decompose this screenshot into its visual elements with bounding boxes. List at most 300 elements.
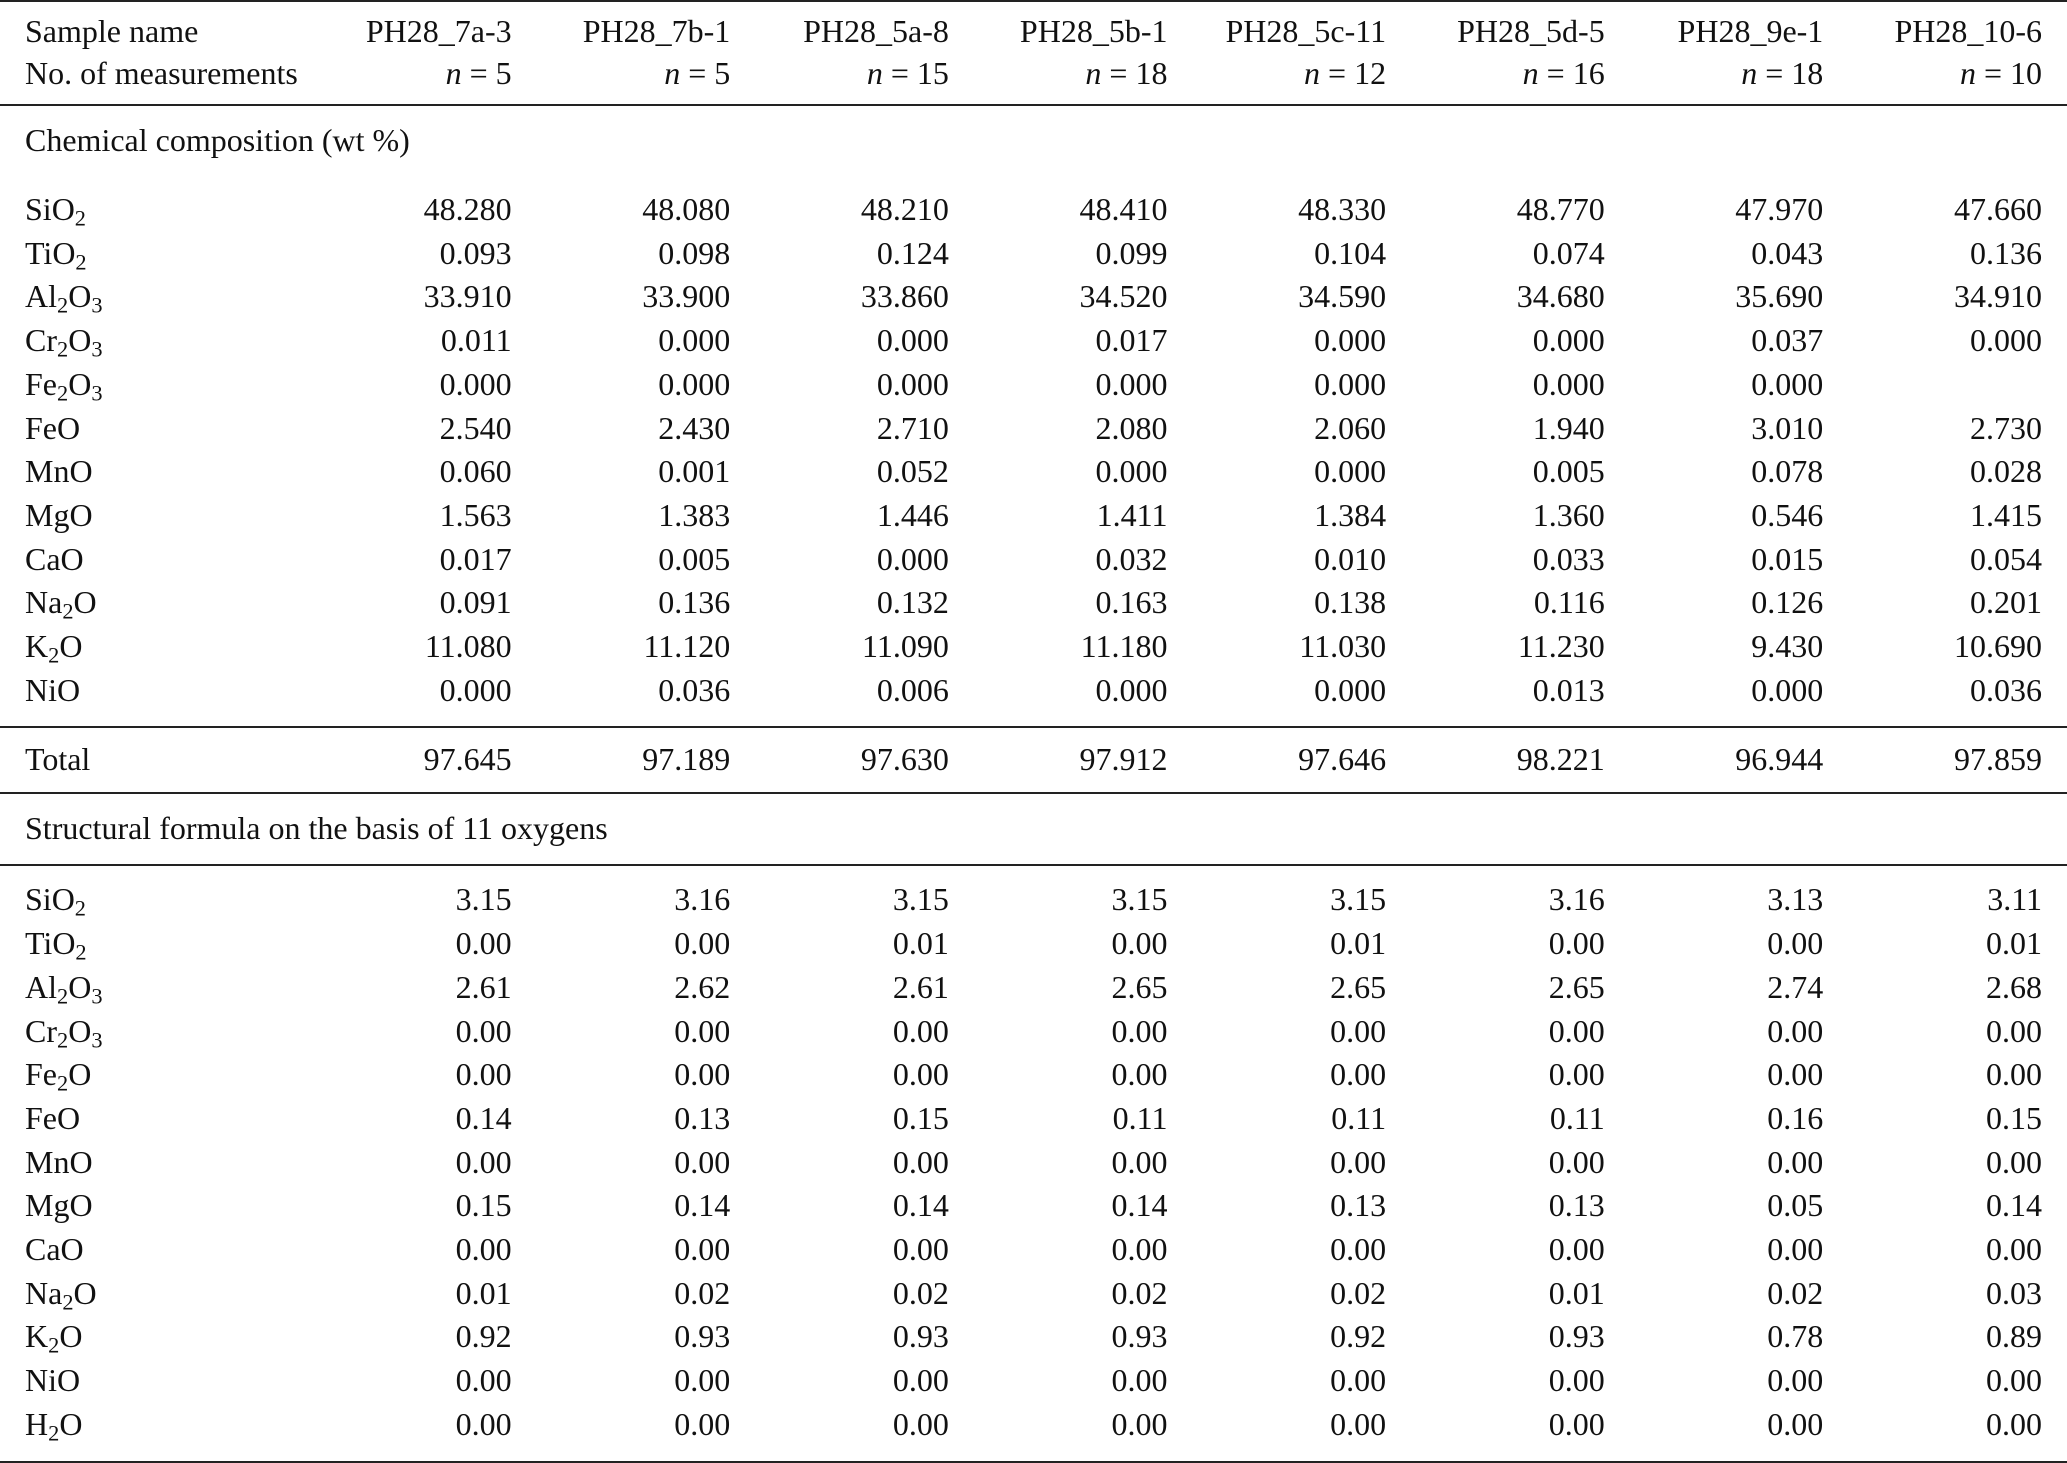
value-cell: 0.00	[674, 1362, 731, 1399]
oxide-label	[0, 1053, 318, 1097]
oxide-subscript: 2	[75, 249, 87, 275]
chemical-oxide-row	[0, 232, 2067, 276]
sample-name-cell: PH28_10-6	[1848, 1, 2067, 52]
value-cell: 0.116	[1533, 584, 1605, 621]
value-cell: 2.61	[455, 968, 512, 1005]
value-cell: 0.00	[1848, 1403, 2067, 1462]
value-cell: 3.15	[318, 865, 537, 922]
value-cell: 0.00	[455, 1143, 512, 1180]
value-cell: 0.546	[1751, 496, 1824, 533]
value-cell: 11.090	[862, 628, 949, 665]
sample-name-cell: PH28_9e-1	[1630, 1, 1849, 52]
sample-name-cell: PH28_7a-3	[318, 1, 537, 52]
measurement-count-value: = 15	[882, 55, 949, 91]
value-cell: 2.65	[1548, 968, 1605, 1005]
chemical-oxide-row	[0, 581, 2067, 625]
value-cell: 1.384	[1314, 496, 1387, 533]
value-cell: 0.091	[439, 584, 512, 621]
value-cell: 48.330	[1298, 191, 1387, 227]
value-cell: 35.690	[1735, 278, 1824, 315]
value-cell: 0.00	[455, 1362, 512, 1399]
oxide-label	[0, 538, 318, 582]
value-cell: 0.00	[1986, 1362, 2042, 1399]
oxide-label-tail: O	[68, 365, 92, 402]
value-cell: 0.000	[1314, 322, 1387, 359]
structural-oxide-row	[0, 1053, 2067, 1097]
value-cell: 0.000	[876, 322, 949, 359]
value-cell: 3.15	[974, 865, 1193, 922]
oxide-label	[0, 1359, 318, 1403]
value-cell: 1.563	[439, 496, 512, 533]
value-cell: 0.92	[1330, 1318, 1387, 1355]
total-value-cell: 97.630	[755, 727, 974, 793]
value-cell: 0.00	[1192, 1403, 1411, 1462]
value-cell: 0.00	[1330, 1231, 1387, 1268]
oxide-label	[0, 1315, 318, 1359]
oxide-label-text: K	[25, 1318, 49, 1355]
value-cell: 0.78	[1767, 1318, 1824, 1355]
value-cell: 0.00	[1330, 1012, 1387, 1049]
oxide-label-tail: O	[59, 1318, 83, 1355]
total-row	[0, 727, 2067, 793]
value-cell: 2.710	[876, 409, 949, 446]
oxide-subscript: 3	[91, 983, 103, 1009]
value-cell: 0.000	[1314, 365, 1387, 402]
value-cell: 0.01	[892, 925, 949, 962]
value-cell: 0.00	[892, 1143, 949, 1180]
oxide-label-tail: O	[73, 584, 97, 621]
value-cell: 0.00	[674, 1012, 731, 1049]
chemical-oxide-row	[0, 319, 2067, 363]
value-cell: 0.000	[876, 365, 949, 402]
value-cell: 0.00	[1411, 1403, 1630, 1462]
sample-name-cell: PH28_5b-1	[974, 1, 1193, 52]
value-cell: 0.11	[1549, 1099, 1605, 1136]
oxide-label-tail: O	[68, 322, 92, 359]
value-cell: 48.280	[423, 191, 512, 227]
structural-oxide-row	[0, 966, 2067, 1010]
oxide-subscript: 3	[91, 293, 103, 318]
value-cell: 0.02	[674, 1274, 731, 1311]
value-cell: 3.11	[1848, 865, 2067, 922]
value-cell: 0.01	[1986, 925, 2042, 962]
value-cell: 1.415	[1970, 496, 2042, 533]
value-cell: 0.00	[1767, 1362, 1824, 1399]
value-cell: 0.132	[876, 584, 949, 621]
total-value-cell: 97.912	[974, 727, 1193, 793]
oxide-subscript: 3	[91, 336, 103, 362]
oxide-label	[0, 922, 318, 966]
value-cell: 0.11	[1112, 1099, 1168, 1136]
value-cell: 1.360	[1532, 496, 1605, 533]
value-cell: 3.16	[537, 865, 756, 922]
value-cell: 2.540	[439, 409, 512, 446]
total-label: Total	[0, 727, 318, 793]
value-cell: 11.120	[643, 628, 731, 665]
value-cell: 0.000	[1970, 322, 2042, 359]
value-cell: 0.036	[658, 671, 731, 708]
value-cell: 11.030	[1299, 628, 1387, 665]
oxide-label	[0, 1097, 318, 1141]
value-cell: 0.00	[1548, 1362, 1605, 1399]
value-cell: 0.136	[658, 584, 731, 621]
oxide-label-tail: O	[68, 1056, 92, 1093]
value-cell: 0.138	[1314, 584, 1387, 621]
value-cell: 0.000	[876, 540, 949, 577]
value-cell: 0.13	[674, 1099, 731, 1136]
value-cell: 0.136	[1970, 234, 2042, 271]
chemical-oxide-row	[0, 176, 2067, 232]
value-cell: 0.00	[318, 1403, 537, 1462]
oxide-subscript: 2	[48, 1420, 60, 1446]
value-cell: 0.00	[1111, 1362, 1168, 1399]
measurement-count-cell	[1848, 52, 2067, 105]
structural-oxide-row	[0, 1315, 2067, 1359]
value-cell: 0.00	[674, 1143, 731, 1180]
value-cell: 0.00	[1111, 925, 1168, 962]
oxide-label-text: Cr	[25, 1012, 57, 1049]
value-cell: 0.93	[1111, 1318, 1168, 1355]
oxide-label	[0, 363, 318, 407]
value-cell: 2.65	[1330, 968, 1387, 1005]
value-cell: 0.163	[1095, 584, 1168, 621]
value-cell: 0.015	[1751, 540, 1824, 577]
value-cell: 2.080	[1095, 409, 1168, 446]
structural-oxide-row	[0, 1272, 2067, 1316]
value-cell: 0.14	[892, 1187, 949, 1224]
value-cell: 0.000	[1751, 671, 1824, 708]
value-cell: 34.590	[1298, 278, 1387, 315]
value-cell: 0.093	[439, 234, 512, 271]
oxide-label-text: MnO	[25, 453, 93, 490]
value-cell: 0.000	[658, 322, 731, 359]
value-cell: 0.00	[1767, 1143, 1824, 1180]
oxide-label-text: TiO	[25, 925, 76, 962]
oxide-subscript: 2	[48, 1333, 60, 1359]
oxide-label	[0, 1010, 318, 1054]
value-cell: 0.16	[1767, 1099, 1824, 1136]
value-cell: 0.14	[674, 1187, 731, 1224]
chemical-oxide-row	[0, 538, 2067, 582]
value-cell: 0.89	[1986, 1318, 2042, 1355]
value-cell: 0.078	[1751, 453, 1824, 490]
sample-name-cell: PH28_5c-11	[1192, 1, 1411, 52]
total-value-cell: 97.859	[1848, 727, 2067, 793]
value-cell: 34.680	[1516, 278, 1605, 315]
structural-oxide-row	[0, 1141, 2067, 1185]
value-cell: 0.01	[1548, 1274, 1605, 1311]
measurement-count-value: = 18	[1757, 55, 1824, 91]
oxide-label	[0, 319, 318, 363]
value-cell: 3.16	[1411, 865, 1630, 922]
value-cell: 0.099	[1095, 234, 1168, 271]
value-cell: 0.054	[1970, 540, 2042, 577]
oxide-label	[0, 1403, 318, 1462]
measurement-count-value: = 5	[680, 55, 731, 91]
oxide-label	[0, 232, 318, 276]
value-cell: 0.037	[1751, 322, 1824, 359]
oxide-label-text: Cr	[25, 322, 57, 359]
value-cell: 2.65	[1111, 968, 1168, 1005]
value-cell: 0.028	[1970, 453, 2042, 490]
oxide-subscript: 2	[62, 1289, 74, 1315]
oxide-label-text: FeO	[25, 1099, 81, 1136]
oxide-subscript: 3	[91, 1027, 103, 1053]
oxide-subscript: 2	[62, 598, 74, 624]
value-cell: 0.126	[1751, 584, 1824, 621]
chemical-oxide-row	[0, 494, 2067, 538]
value-cell: 0.02	[892, 1274, 949, 1311]
value-cell: 0.098	[658, 234, 731, 271]
value-cell: 0.00	[1548, 1056, 1605, 1093]
value-cell: 0.14	[1986, 1187, 2042, 1224]
oxide-label-text: NiO	[25, 671, 81, 708]
value-cell: 1.411	[1096, 496, 1168, 533]
value-cell: 3.13	[1630, 865, 1849, 922]
value-cell: 48.210	[860, 191, 949, 227]
value-cell: 0.00	[1548, 1012, 1605, 1049]
oxide-label	[0, 1184, 318, 1228]
chemical-oxide-row	[0, 450, 2067, 494]
oxide-label	[0, 625, 318, 669]
total-value-cell: 97.646	[1192, 727, 1411, 793]
value-cell: 0.00	[1111, 1056, 1168, 1093]
value-cell: 0.00	[892, 1231, 949, 1268]
value-cell: 11.080	[424, 628, 512, 665]
value-cell: 0.00	[1548, 1231, 1605, 1268]
chemical-oxide-row	[0, 275, 2067, 319]
measurement-count-cell	[1192, 52, 1411, 105]
oxide-label	[0, 966, 318, 1010]
oxide-label-text: Al	[25, 968, 57, 1005]
n-symbol: n	[664, 55, 681, 91]
table-body	[0, 1, 2067, 1462]
oxide-label-text: Al	[25, 278, 57, 315]
value-cell: 47.970	[1735, 191, 1824, 227]
oxide-subscript: 2	[57, 380, 69, 406]
measurement-count-value: = 18	[1101, 55, 1168, 91]
value-cell: 0.00	[1111, 1143, 1168, 1180]
value-cell: 2.74	[1767, 968, 1824, 1005]
value-cell: 0.000	[439, 365, 512, 402]
value-cell: 1.940	[1532, 409, 1605, 446]
value-cell: 0.02	[1767, 1274, 1824, 1311]
header-row-measurements	[0, 52, 2067, 105]
value-cell: 0.000	[439, 671, 512, 708]
value-cell: 0.033	[1532, 540, 1605, 577]
value-cell: 0.00	[1548, 925, 1605, 962]
n-symbol: n	[1522, 55, 1539, 91]
value-cell: 10.690	[1954, 628, 2042, 665]
oxide-label-tail: O	[68, 968, 92, 1005]
oxide-label	[0, 1141, 318, 1185]
measurement-count-cell	[1411, 52, 1630, 105]
value-cell: 3.010	[1751, 409, 1824, 446]
chemical-oxide-row	[0, 363, 2067, 407]
value-cell: 0.00	[1630, 1403, 1849, 1462]
value-cell: 0.00	[674, 1231, 731, 1268]
value-cell: 0.104	[1314, 234, 1387, 271]
measurement-count-cell	[755, 52, 974, 105]
value-cell: 0.00	[1330, 1056, 1387, 1093]
total-value-cell: 98.221	[1411, 727, 1630, 793]
structural-oxide-row	[0, 1403, 2067, 1462]
value-cell: 0.000	[658, 365, 731, 402]
section-row-chemical	[0, 105, 2067, 176]
value-cell: 0.000	[1751, 365, 1824, 402]
value-cell: 0.00	[1111, 1231, 1168, 1268]
value-cell: 0.00	[974, 1403, 1193, 1462]
oxide-label	[0, 176, 318, 232]
value-cell	[1848, 363, 2067, 407]
value-cell: 0.201	[1970, 584, 2042, 621]
value-cell: 0.013	[1532, 671, 1605, 708]
oxide-subscript: 2	[48, 642, 60, 668]
structural-oxide-row	[0, 1010, 2067, 1054]
value-cell: 0.00	[892, 1012, 949, 1049]
value-cell: 0.000	[1095, 671, 1168, 708]
value-cell: 0.00	[1111, 1012, 1168, 1049]
value-cell: 0.00	[1330, 1362, 1387, 1399]
n-symbol: n	[1741, 55, 1758, 91]
oxide-label-text: Na	[25, 584, 63, 621]
oxide-label-text: SiO	[25, 191, 75, 227]
value-cell: 0.02	[1330, 1274, 1387, 1311]
structural-oxide-row	[0, 1228, 2067, 1272]
n-symbol: n	[1959, 55, 1976, 91]
value-cell: 0.00	[1986, 1012, 2042, 1049]
value-cell: 0.001	[658, 453, 731, 490]
value-cell: 9.430	[1751, 628, 1824, 665]
oxide-label-tail: O	[73, 1274, 97, 1311]
structural-section-title: Structural formula on the basis of 11 oxygens	[0, 793, 2067, 865]
value-cell: 0.13	[1548, 1187, 1605, 1224]
value-cell: 0.00	[1986, 1056, 2042, 1093]
oxide-label-text: CaO	[25, 1231, 84, 1268]
oxide-label-tail: O	[68, 1012, 92, 1049]
value-cell: 0.00	[1548, 1143, 1605, 1180]
value-cell: 0.006	[876, 671, 949, 708]
section-row-structural	[0, 793, 2067, 865]
value-cell: 34.910	[1954, 278, 2042, 315]
sample-name-cell: PH28_5d-5	[1411, 1, 1630, 52]
oxide-subscript: 2	[57, 293, 69, 318]
value-cell: 0.93	[674, 1318, 731, 1355]
sample-name-cell: PH28_5a-8	[755, 1, 974, 52]
value-cell: 0.060	[439, 453, 512, 490]
value-cell: 0.005	[1532, 453, 1605, 490]
value-cell: 0.00	[455, 1231, 512, 1268]
oxide-subscript: 3	[91, 380, 103, 406]
structural-oxide-row	[0, 1097, 2067, 1141]
oxide-label-text: Fe	[25, 1056, 57, 1093]
value-cell: 0.00	[1767, 1231, 1824, 1268]
value-cell: 0.11	[1331, 1099, 1387, 1136]
value-cell: 0.15	[455, 1187, 512, 1224]
oxide-label-text: MnO	[25, 1143, 93, 1180]
chemical-oxide-row	[0, 669, 2067, 728]
value-cell: 0.00	[1330, 1143, 1387, 1180]
value-cell: 0.005	[658, 540, 731, 577]
measurement-count-cell	[537, 52, 756, 105]
value-cell: 0.052	[876, 453, 949, 490]
oxide-subscript: 2	[57, 1070, 69, 1096]
oxide-label-text: Fe	[25, 365, 57, 402]
value-cell: 33.860	[860, 278, 949, 315]
value-cell: 0.036	[1970, 671, 2042, 708]
value-cell: 0.00	[455, 1012, 512, 1049]
value-cell: 0.000	[1532, 322, 1605, 359]
value-cell: 11.180	[1080, 628, 1168, 665]
measurement-count-value: = 5	[461, 55, 512, 91]
oxide-label-text: MgO	[25, 496, 93, 533]
oxide-label	[0, 450, 318, 494]
value-cell: 0.00	[674, 925, 731, 962]
value-cell: 2.060	[1314, 409, 1387, 446]
sample-name-label: Sample name	[0, 1, 318, 52]
value-cell: 2.61	[892, 968, 949, 1005]
value-cell: 0.13	[1330, 1187, 1387, 1224]
value-cell: 0.00	[537, 1403, 756, 1462]
measurement-count-cell	[1630, 52, 1849, 105]
total-value-cell: 97.645	[318, 727, 537, 793]
oxide-subscript: 2	[74, 205, 86, 231]
value-cell: 0.043	[1751, 234, 1824, 271]
structural-oxide-row	[0, 1184, 2067, 1228]
value-cell: 0.017	[439, 540, 512, 577]
header-row-sample-names	[0, 1, 2067, 52]
oxide-subscript: 2	[75, 939, 87, 965]
value-cell: 48.410	[1079, 191, 1168, 227]
measurement-count-cell	[318, 52, 537, 105]
value-cell: 0.00	[892, 1362, 949, 1399]
n-symbol: n	[866, 55, 883, 91]
measurements-label: No. of measurements	[25, 55, 298, 91]
oxide-label-text: TiO	[25, 234, 76, 271]
oxide-label	[0, 494, 318, 538]
value-cell: 34.520	[1079, 278, 1168, 315]
oxide-label-tail: O	[59, 1405, 83, 1442]
value-cell: 0.15	[892, 1099, 949, 1136]
structural-oxide-row	[0, 1359, 2067, 1403]
value-cell: 0.93	[1548, 1318, 1605, 1355]
measurement-count-value: = 12	[1320, 55, 1387, 91]
value-cell: 0.000	[1314, 453, 1387, 490]
value-cell: 0.01	[455, 1274, 512, 1311]
oxide-label-tail: O	[59, 628, 83, 665]
value-cell: 0.01	[1330, 925, 1387, 962]
value-cell: 1.383	[658, 496, 731, 533]
oxide-subscript: 2	[57, 1027, 69, 1053]
value-cell: 0.000	[1095, 365, 1168, 402]
oxide-label	[0, 1228, 318, 1272]
oxide-label	[0, 581, 318, 625]
oxide-label-text: K	[25, 628, 49, 665]
value-cell: 2.430	[658, 409, 731, 446]
sample-name-cell: PH28_7b-1	[537, 1, 756, 52]
oxide-subscript: 2	[74, 896, 86, 922]
value-cell: 0.124	[876, 234, 949, 271]
value-cell: 0.93	[892, 1318, 949, 1355]
value-cell: 0.032	[1095, 540, 1168, 577]
value-cell: 0.00	[455, 925, 512, 962]
value-cell: 0.00	[892, 1056, 949, 1093]
value-cell: 3.15	[755, 865, 974, 922]
value-cell: 0.00	[455, 1056, 512, 1093]
oxide-label-text: NiO	[25, 1362, 81, 1399]
value-cell: 0.14	[455, 1099, 512, 1136]
oxide-label	[0, 865, 318, 922]
